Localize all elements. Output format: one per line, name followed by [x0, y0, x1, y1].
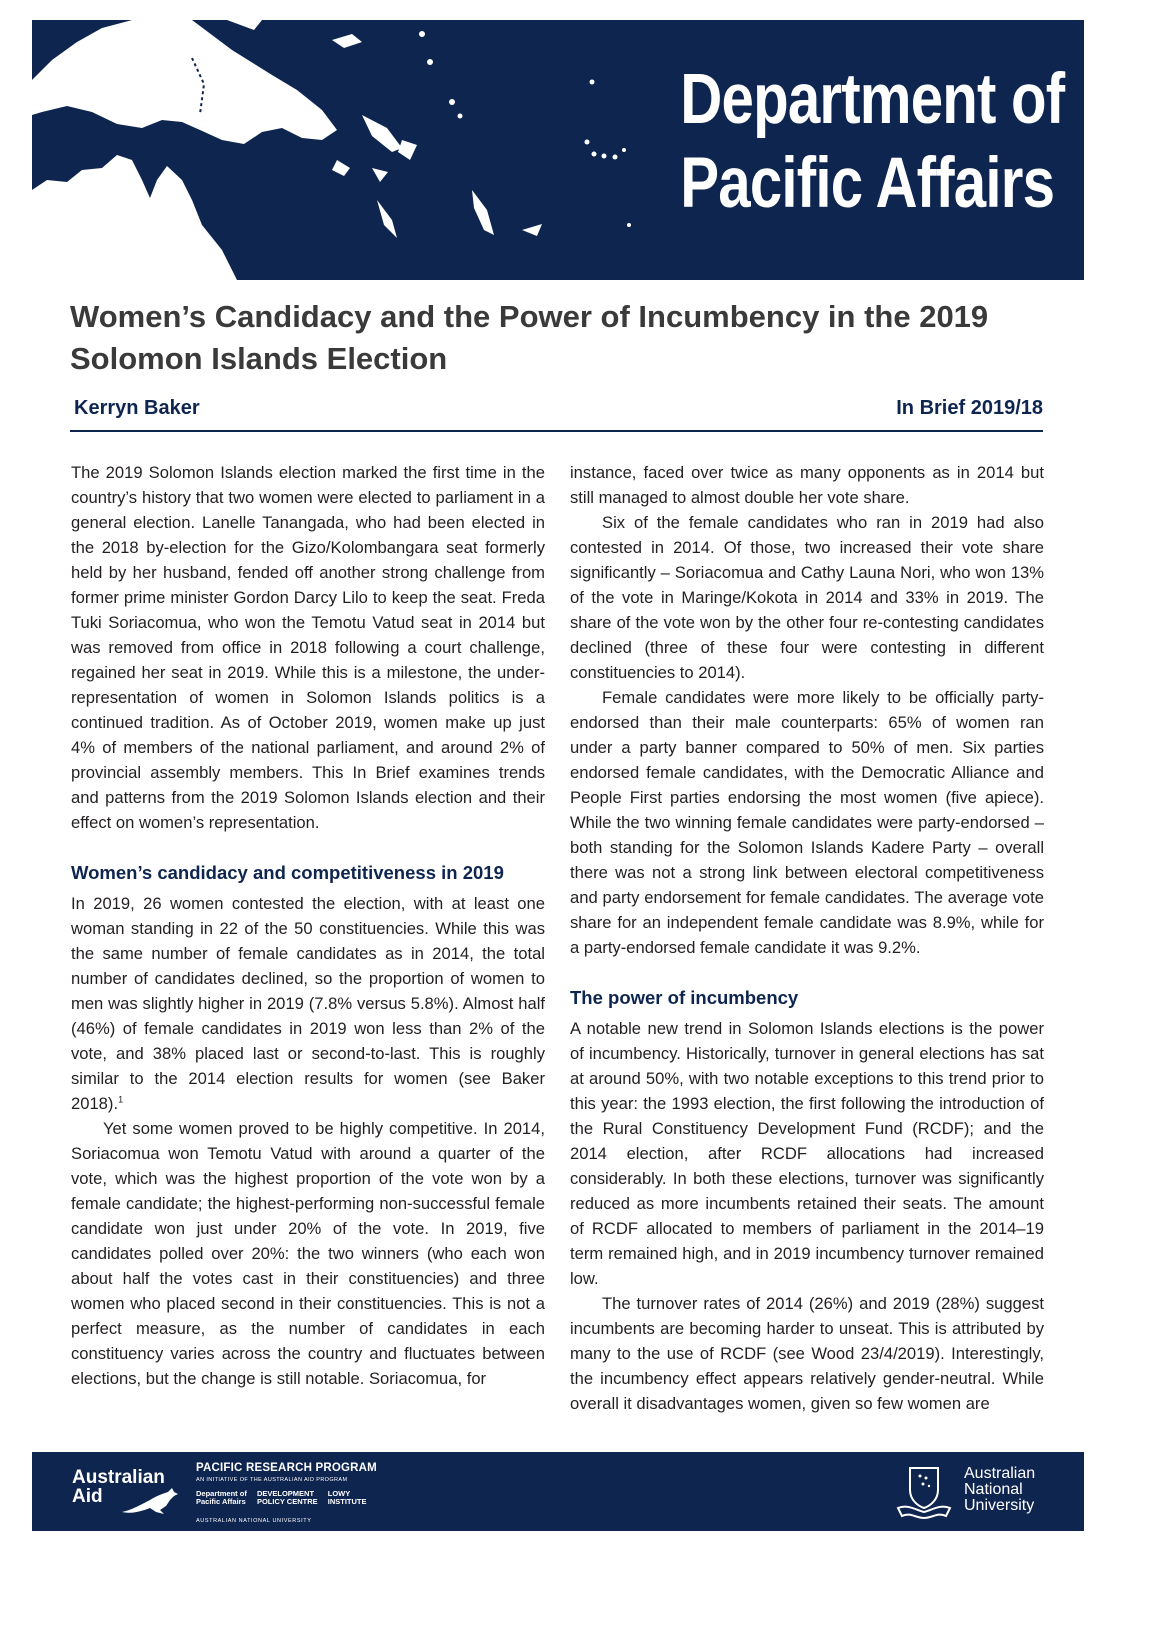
anu-logo-text: [964, 1466, 1035, 1514]
byline: [70, 394, 1043, 432]
dpc-line-1: DEVELOPMENT: [256, 1489, 315, 1498]
footer-banner: [32, 1452, 1084, 1531]
anu-line-2: National: [964, 1481, 1023, 1498]
paragraph: The 2019 Solomon Islands election marked the first time in the country’s history that two women were elected to parliament in a general election. Lanelle Tanangada, who had been elected in the 2018 by-election for the Gizo/Kolombangara seat formerly held by her husband, fended off another strong challenge from former prime minister Gordon Darcy Lilo to keep the seat. Freda Tuki Soriacomua, who won the Temotu Vatud seat in 2014 but was removed from office in 2018 following a court challenge, regained her seat in 2019. While this is a milestone, the under-representation of women in Solomon Islands politics is a continued tradition. As of October 2019, women make up just 4% of members of the national parliament, and around 2% of provincial assembly members. This In Brief examines trends and patterns from the 2019 Solomon Islands election and their effect on women’s representation.: [71, 463, 545, 832]
dept-line-1: Department of: [680, 60, 1064, 139]
paragraph-text: In 2019, 26 women contested the election, with at least one woman standing in 22 of the 50 constituencies. While this was the same number of female candidates as in 2014, the total number of candidates declined, so the proportion of women to men was slightly higher in 2019 (7.8% versus 5.8%). Almost half (46%) of female candidates in 2019 won less than 2% of the vote, and 38% placed last or second-to-last. This is roughly similar to the 2014 election results for women (see Baker 2018).: [71, 894, 545, 1113]
lowy-line-1: LOWY: [327, 1489, 351, 1498]
lowy-logo: [328, 1490, 367, 1506]
paragraph: The turnover rates of 2014 (26%) and 2019 (28%) suggest incumbents are becoming harder to unseat. This is attributed by many to the use of RCDF (see Wood 23/4/2019). Interestingly, the incumbency effect appears relatively gender-neutral. While overall it disadvantages women, given so few women are: [570, 1294, 1044, 1413]
paragraph: Yet some women proved to be highly competitive. In 2014, Soriacomua won Temotu Vatud with around a quarter of the vote, which was the highest proportion of the vote won by a female candidate; the highest-performing non-successful female candidate won just under 20% of the vote. In 2019, five candidates polled over 20%: the two winners (who each won about half the votes cast in their constituencies) and three women who placed second in their constituencies. This is not a perfect measure, as the number of candidates in each constituency varies across the country and fluctuates between elections, but the change is still notable. Soriacomua, for: [71, 1119, 545, 1388]
dpc-logo: [257, 1490, 318, 1506]
paragraph: [71, 891, 545, 1116]
section-heading: The power of incumbency: [570, 987, 799, 1008]
prp-subtitle: AN INITIATIVE OF THE AUSTRALIAN AID PROGRAM: [196, 1477, 348, 1483]
dpa-line-2: Pacific Affairs: [196, 1497, 246, 1506]
right-column: [570, 460, 1044, 1416]
page-title: Women’s Candidacy and the Power of Incumbency in the 2019 Solomon Islands Election: [70, 299, 989, 376]
kangaroo-icon: [120, 1486, 182, 1516]
anu-line-3: University: [964, 1497, 1035, 1514]
prp-title: PACIFIC RESEARCH PROGRAM: [196, 1462, 377, 1474]
lowy-line-2: INSTITUTE: [327, 1497, 367, 1506]
dpa-logo: [196, 1490, 247, 1506]
footnote-marker[interactable]: 1: [118, 1094, 124, 1105]
paragraph: instance, faced over twice as many opponents as in 2014 but still managed to almost double her vote share.: [570, 463, 1044, 507]
anu-line-1: Australian: [964, 1465, 1036, 1482]
anu-line: AUSTRALIAN NATIONAL UNIVERSITY: [196, 1518, 312, 1524]
anu-crest-icon: [894, 1464, 954, 1520]
partner-logos: [196, 1490, 374, 1506]
section-heading: Women’s candidacy and competitiveness in 2019: [71, 862, 504, 883]
department-title: [680, 58, 1064, 226]
dpc-line-2: POLICY CENTRE: [256, 1497, 318, 1506]
aa-line-2: Aid: [72, 1486, 103, 1507]
paragraph: A notable new trend in Solomon Islands elections is the power of incumbency. Historically, turnover in general elections has sat at around 50%, with two notable exceptions to this trend prior to this year: the 1993 election, the first following the introduction of the Rural Constituency Development Fund (RCDF); and the 2014 election, after RCDF allocations had increased considerably. In both these elections, turnover was significantly reduced as more incumbents retained their seats. The amount of RCDF allocated to members of parliament in the 2014–19 term remained high, and in 2019 incumbency turnover remained low.: [570, 1019, 1044, 1288]
paragraph: Female candidates were more likely to be officially party-endorsed than their male counterparts: 65% of women ran under a party banner compared to 50% of men. Six parties endorsed female candidates, with the Democratic Alliance and People First parties endorsing the most women (five apiece). While the two winning female candidates were party-endorsed – both standing for the Solomon Islands Kadere Party – overall there was not a strong link between electoral competitiveness and party endorsement for female candidates. The average vote share for an independent female candidate was 8.9%, while for a party-endorsed female candidate it was 9.2%.: [570, 688, 1044, 957]
left-column: [71, 460, 545, 1391]
aa-line-1: Australian: [72, 1467, 165, 1488]
author: Kerryn Baker: [74, 397, 200, 419]
paragraph: Six of the female candidates who ran in 2019 had also contested in 2014. Of those, two increased their vote share significantly – Soriacomua and Cathy Launa Nori, who won 13% of the vote in Maringe/Kokota in 2014 and 33% in 2019. The share of the vote won by the other four re-contesting candidates declined (three of these four were contesting in different constituencies to 2014).: [570, 513, 1044, 682]
series-label: In Brief 2019/18: [896, 397, 1043, 419]
dept-line-2: Pacific Affairs: [680, 144, 1054, 223]
header-banner: [32, 20, 1084, 280]
dpa-line-1: Department of: [196, 1489, 247, 1498]
